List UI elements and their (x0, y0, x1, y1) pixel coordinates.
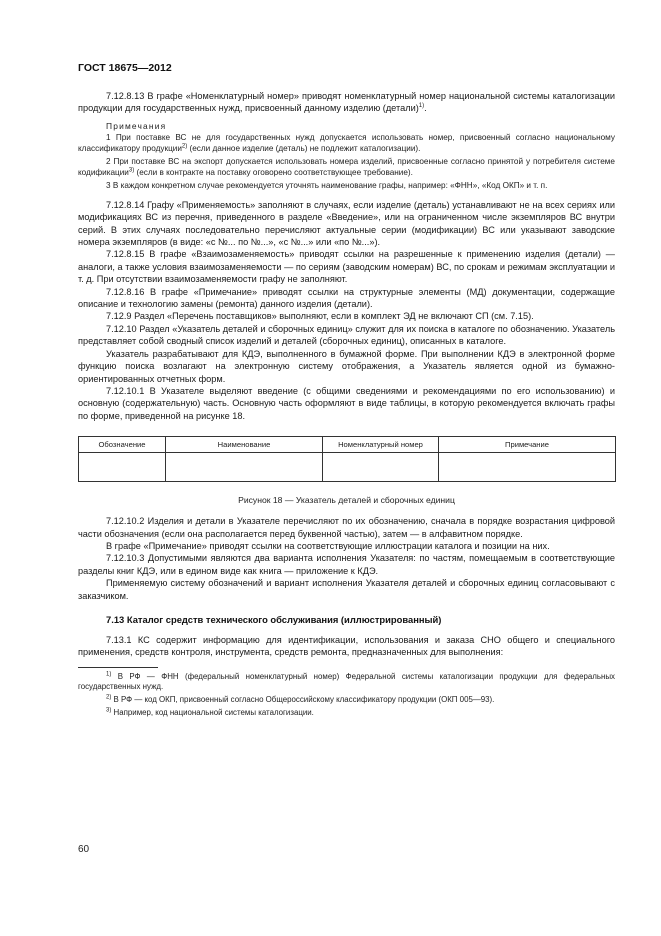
footnote-text: В РФ — код ОКП, присвоенный согласно Общероссийскому классификатору продукции (ОКП 005—93). (111, 694, 495, 704)
paragraph-7-12-9: 7.12.9 Раздел «Перечень поставщиков» выполняют, если в комплект ЭД не включают СП (см. 7.15). (106, 311, 534, 322)
paragraph-7-12-10-3: 7.12.10.3 Допустимыми являются два варианта исполнения Указателя: по частям, помещаемым в соответствующие разделы книг КДЭ, или в едином виде как книга — приложение к КДЭ. (78, 553, 615, 576)
paragraph-7-12-8-13 (78, 90, 615, 115)
footnote-ref-1: 1) (418, 103, 425, 110)
note-text: 1 При поставке ВС не для государственных нужд допускается использовать номер, присвоенный согласно национальному классификатору продукции (78, 132, 615, 153)
paragraph-7-12-8-15: 7.12.8.15 В графе «Взаимозаменяемость» приводят ссылки на разрешенные к применению изделия (детали) — аналоги, а также условия взаимозаменяемости — по сериям (заводским номерам) ВС, по срокам и режимам эксплуатации и т. д. При отсутствии взаимозаменяемости графу не заполняют. (78, 249, 615, 285)
notes-title: Примечания (106, 120, 167, 131)
page-body (78, 90, 615, 720)
page-number: 60 (78, 844, 90, 855)
table-row (79, 453, 616, 482)
paragraph-agreement: Применяемую систему обозначений и вариант исполнения Указателя деталей и сборочных единиц согласовывают с заказчиком. (78, 578, 615, 601)
note-3: 3 В каждом конкретном случае рекомендуется уточнять наименование графы, например: «ФНН», «Код ОКП» и т. п. (106, 180, 548, 190)
footnote-2 (78, 695, 615, 706)
footnote-mark: 2) (106, 694, 112, 701)
footnote-text: Например, код национальной системы каталогизации. (111, 707, 314, 717)
note-1 (78, 132, 615, 154)
paragraph-7-13-1: 7.13.1 КС содержит информацию для идентификации, использования и заказа СНО общего и специального применения, средств контроля, инструмента, средств ремонта, предназначенных для выполнения: (78, 634, 615, 658)
figure-18-table (78, 436, 616, 482)
document-code-header: ГОСТ 18675—2012 (78, 62, 172, 74)
column-header-name: Наименование (166, 437, 323, 453)
note-text-end: (если данное изделие (деталь) не подлежит каталогизации). (187, 143, 421, 153)
note-text-end: (если в контракте на поставку оговорено соответствующее требование). (134, 167, 413, 177)
footnote-1 (78, 672, 615, 693)
footnote-text: В РФ — ФНН (федеральный номенклатурный номер) Федеральной системы каталогизации продукции для федеральных государственных нужд. (78, 671, 615, 692)
note-text: 2 При поставке ВС на экспорт допускается использовать номера изделий, присвоенные согласно принятой у потребителя системе кодификации (78, 156, 615, 177)
paragraph-index-forms: Указатель разрабатывают для КДЭ, выполненного в бумажной форме. При выполнении КДЭ в электронной форме функцию поиска возлагают на электронную систему отображения, а Указатель является одной из бумажно-ориентированных отчетных форм. (78, 348, 615, 384)
spacer (78, 191, 615, 199)
footnote-ref-2: 2) (181, 143, 188, 150)
footnote-separator (78, 667, 158, 668)
column-header-item-number: Номенклатурный номер (323, 437, 439, 453)
paragraph-7-12-8-14: 7.12.8.14 Графу «Применяемость» заполняют в случаях, если изделие (деталь) устанавливают не на всех сериях или модификациях ВС из перечня, приведенного в разделе «Введение», или на ограниченном числе экземпляров ВС внутри серий. В этих случаях последовательно перечисляют актуальные серии (модификации) ВС или указывают заводские номера экземпляров (в виде: «с №... по №...», «с №...» или «по №...»). (78, 199, 615, 248)
paragraph-7-12-10-1: 7.12.10.1 В Указателе выделяют введение (с общими сведениями и рекомендациями по его использованию) и основную (содержательную) часть. Основную часть оформляют в виде таблицы, в которую рекомендуется включать графы по форме, приведенной на рисунке 18. (78, 385, 615, 421)
note-2 (78, 156, 615, 178)
footnote-3 (78, 708, 615, 719)
paragraph-note-column: В графе «Примечание» приводят ссылки на соответствующие иллюстрации каталога и позиции на них. (106, 540, 550, 551)
footnote-mark: 3) (106, 706, 112, 713)
table-cell (79, 453, 166, 482)
paragraph-7-12-10: 7.12.10 Раздел «Указатель деталей и сборочных единиц» служит для их поиска в каталоге по обозначению. Указатель представляет собой сводный список изделий и деталей (сборочных единиц), описанных в каталоге. (78, 323, 615, 347)
table-cell (323, 453, 439, 482)
table-header-row (79, 437, 616, 453)
figure-caption: Рисунок 18 — Указатель деталей и сборочных единиц (238, 495, 455, 506)
section-heading-7-13: 7.13 Каталог средств технического обслуживания (иллюстрированный) (106, 613, 442, 625)
column-header-designation: Обозначение (79, 437, 166, 453)
table-cell (166, 453, 323, 482)
paragraph-7-12-10-2: 7.12.10.2 Изделия и детали в Указателе перечисляют по их обозначению, сначала в порядке возрастания цифровой части обозначения (если она располагается перед буквенной частью), затем — в алфавитном порядке. (78, 516, 615, 539)
footnote-ref-3: 3) (128, 167, 135, 174)
paragraph-text-end: . (424, 103, 427, 114)
footnote-mark: 1) (106, 671, 112, 678)
table-cell (439, 453, 616, 482)
paragraph-text: 7.12.8.13 В графе «Номенклатурный номер» приводят номенклатурный номер национальной системы каталогизации продукции для государственных нужд, присвоенный данному изделию (детали) (78, 91, 615, 114)
paragraph-7-12-8-16: 7.12.8.16 В графе «Примечание» приводят ссылки на структурные элементы (МД) документации, содержащие описание и технологию замены (ремонта) данного изделия (детали). (78, 286, 615, 310)
column-header-note: Примечание (439, 437, 616, 453)
